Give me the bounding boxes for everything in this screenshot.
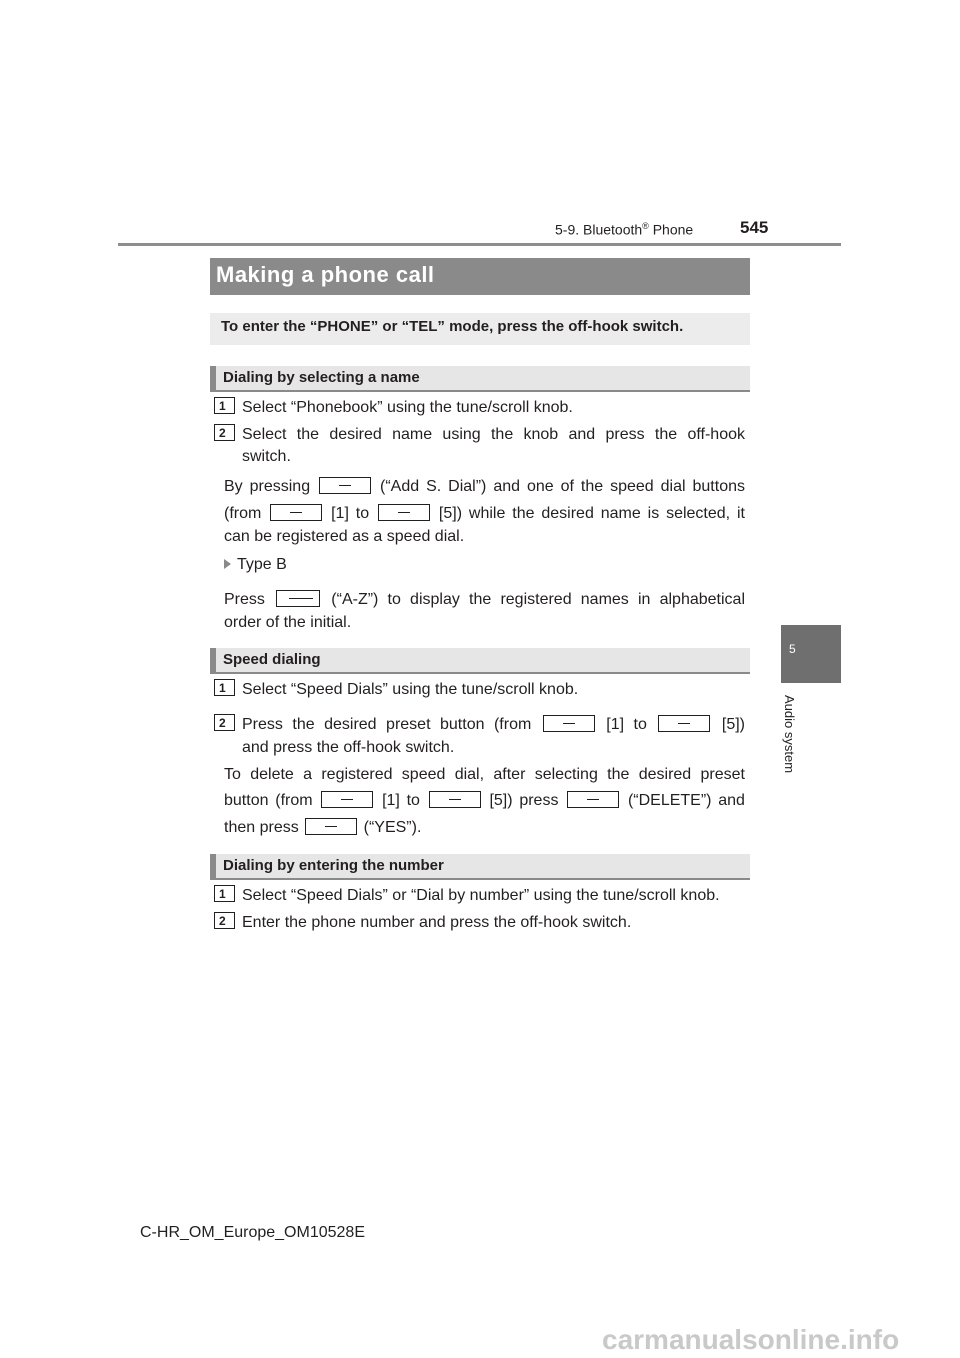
intro-text: To enter the “PHONE” or “TEL” mode, press the off-hook switch. xyxy=(221,318,684,335)
section-header xyxy=(555,221,693,238)
note-text: By pressing xyxy=(224,478,311,495)
section-heading-name xyxy=(210,366,750,392)
step-text-part: [5]) xyxy=(721,716,745,733)
step-text: Enter the phone number and press the off-hook switch. xyxy=(242,914,632,931)
note-text: (“DELETE”) and xyxy=(627,792,745,809)
section-header-suffix: Phone xyxy=(648,221,694,238)
header-divider xyxy=(118,243,841,246)
note-text: Press xyxy=(224,591,265,608)
yes-button-icon xyxy=(305,818,357,835)
note-text: [1] to xyxy=(331,505,370,522)
arrow-bullet-icon xyxy=(224,559,231,569)
step-text-cont: switch. xyxy=(242,448,291,465)
heading-accent xyxy=(210,854,216,878)
note-text: (from xyxy=(224,505,262,522)
heading-accent xyxy=(210,648,216,672)
footer-doc-id: C-HR_OM_Europe_OM10528E xyxy=(140,1224,365,1241)
note-text: (“YES”). xyxy=(363,819,422,836)
page-number: 545 xyxy=(740,218,769,237)
step-number: 1 xyxy=(214,679,235,696)
section-heading-text: Dialing by selecting a name xyxy=(223,369,420,386)
step-text-cont: and press the off-hook switch. xyxy=(242,739,455,756)
note-line xyxy=(224,473,745,500)
page-title: Making a phone call xyxy=(216,262,435,287)
add-speed-dial-button-icon xyxy=(319,477,371,494)
step-number: 1 xyxy=(214,885,235,902)
note-line: order of the initial. xyxy=(224,614,352,631)
step-text xyxy=(242,711,745,738)
chapter-tab-label: Audio system xyxy=(782,695,797,774)
section-heading-text: Dialing by entering the number xyxy=(223,857,444,874)
step-text: Select “Speed Dials” using the tune/scroll knob. xyxy=(242,681,579,698)
note-text: then press xyxy=(224,819,299,836)
note-text: (“A-Z”) to display the registered names in alphabetical xyxy=(331,591,746,608)
type-label-text: Type B xyxy=(237,556,287,573)
type-label xyxy=(224,556,287,574)
preset-button-icon xyxy=(543,715,595,732)
preset-button-icon xyxy=(378,504,430,521)
section-heading-speed xyxy=(210,648,750,674)
note-text: [1] to xyxy=(382,792,420,809)
watermark: carmanualsonline.info xyxy=(602,1324,900,1355)
note-line xyxy=(224,814,745,841)
step-text: Select “Speed Dials” or “Dial by number” using the tune/scroll knob. xyxy=(242,887,720,904)
delete-button-icon xyxy=(567,791,619,808)
section-heading-text: Speed dialing xyxy=(223,651,321,668)
step-number: 2 xyxy=(214,424,235,441)
step-text: Select “Phonebook” using the tune/scroll knob. xyxy=(242,399,573,416)
chapter-tab-number: 5 xyxy=(789,642,796,656)
step-text-part: Press the desired preset button (from xyxy=(242,716,532,733)
note-text: button (from xyxy=(224,792,313,809)
note-text: [5]) while the desired name is selected, it xyxy=(438,505,745,522)
section-heading-number xyxy=(210,854,750,880)
preset-button-icon xyxy=(321,791,373,808)
registered-mark: ® xyxy=(642,221,649,231)
a-z-button-icon xyxy=(276,590,320,607)
preset-button-icon xyxy=(658,715,710,732)
note-line: To delete a registered speed dial, after selecting the desired preset xyxy=(224,766,745,783)
step-text-part: [1] to xyxy=(606,716,647,733)
step-text: Select the desired name using the knob and press the off-hook xyxy=(242,426,745,443)
note-line: can be registered as a speed dial. xyxy=(224,528,465,545)
preset-button-icon xyxy=(429,791,481,808)
heading-accent xyxy=(210,366,216,390)
note-text: [5]) press xyxy=(489,792,559,809)
note-text: (“Add S. Dial”) and one of the speed dial buttons xyxy=(380,478,745,495)
section-header-text: 5-9. Bluetooth xyxy=(555,221,643,238)
preset-button-icon xyxy=(270,504,322,521)
step-number: 1 xyxy=(214,397,235,414)
note-line xyxy=(224,787,745,814)
step-number: 2 xyxy=(214,714,235,731)
step-number: 2 xyxy=(214,912,235,929)
